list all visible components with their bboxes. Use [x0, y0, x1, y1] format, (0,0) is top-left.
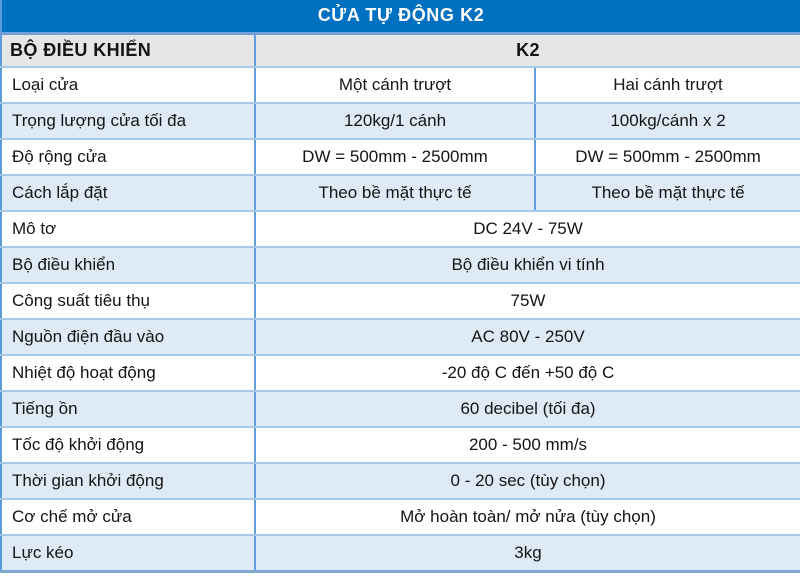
subheader-value: K2	[255, 33, 800, 67]
spec-label-cell: Cơ chế mở cửa	[1, 499, 255, 535]
spec-value-cell: DW = 500mm - 2500mm	[535, 139, 800, 175]
spec-value-cell: Hai cánh trượt	[535, 67, 800, 103]
table-row	[1, 499, 800, 535]
spec-value-cell: 60 decibel (tối đa)	[255, 391, 800, 427]
spec-value-cell: Theo bề mặt thực tế	[535, 175, 800, 211]
spec-label-cell: Mô tơ	[1, 211, 255, 247]
table-row	[1, 211, 800, 247]
spec-value-cell: DW = 500mm - 2500mm	[255, 139, 535, 175]
spec-label-cell: Nguồn điện đầu vào	[1, 319, 255, 355]
spec-value-cell: -20 độ C đến +50 độ C	[255, 355, 800, 391]
spec-value-cell: 0 - 20 sec (tùy chọn)	[255, 463, 800, 499]
spec-label-cell: Thời gian khởi động	[1, 463, 255, 499]
table-row	[1, 175, 800, 211]
spec-value-cell: 75W	[255, 283, 800, 319]
subheader-label: BỘ ĐIỀU KHIỂN	[1, 33, 255, 67]
spec-label-cell: Loại cửa	[1, 67, 255, 103]
table-row	[1, 355, 800, 391]
spec-value-cell: 100kg/cánh x 2	[535, 103, 800, 139]
spec-value-cell: 120kg/1 cánh	[255, 103, 535, 139]
spec-label-cell: Bộ điều khiển	[1, 247, 255, 283]
spec-value-cell: Một cánh trượt	[255, 67, 535, 103]
spec-value-cell: Theo bề mặt thực tế	[255, 175, 535, 211]
table-row	[1, 247, 800, 283]
spec-label-cell: Lực kéo	[1, 535, 255, 571]
spec-value-cell: Bộ điều khiển vi tính	[255, 247, 800, 283]
table-title-row	[1, 0, 800, 33]
spec-value-cell: 200 - 500 mm/s	[255, 427, 800, 463]
table-row	[1, 139, 800, 175]
table-row	[1, 283, 800, 319]
table-row	[1, 103, 800, 139]
table-subheader-row	[1, 33, 800, 67]
spec-label-cell: Cách lắp đặt	[1, 175, 255, 211]
spec-value-cell: 3kg	[255, 535, 800, 571]
table-row	[1, 391, 800, 427]
table-row	[1, 67, 800, 103]
spec-value-cell: DC 24V - 75W	[255, 211, 800, 247]
table-row	[1, 463, 800, 499]
spec-value-cell: Mở hoàn toàn/ mở nửa (tùy chọn)	[255, 499, 800, 535]
spec-label-cell: Tiếng ồn	[1, 391, 255, 427]
page-title: CỬA TỰ ĐỘNG K2	[1, 0, 800, 33]
table-row	[1, 427, 800, 463]
spec-value-cell: AC 80V - 250V	[255, 319, 800, 355]
spec-label-cell: Nhiệt độ hoạt động	[1, 355, 255, 391]
table-row	[1, 535, 800, 571]
spec-label-cell: Công suất tiêu thụ	[1, 283, 255, 319]
table-row	[1, 319, 800, 355]
spec-label-cell: Tốc độ khởi động	[1, 427, 255, 463]
spec-label-cell: Trọng lượng cửa tối đa	[1, 103, 255, 139]
spec-label-cell: Độ rộng cửa	[1, 139, 255, 175]
